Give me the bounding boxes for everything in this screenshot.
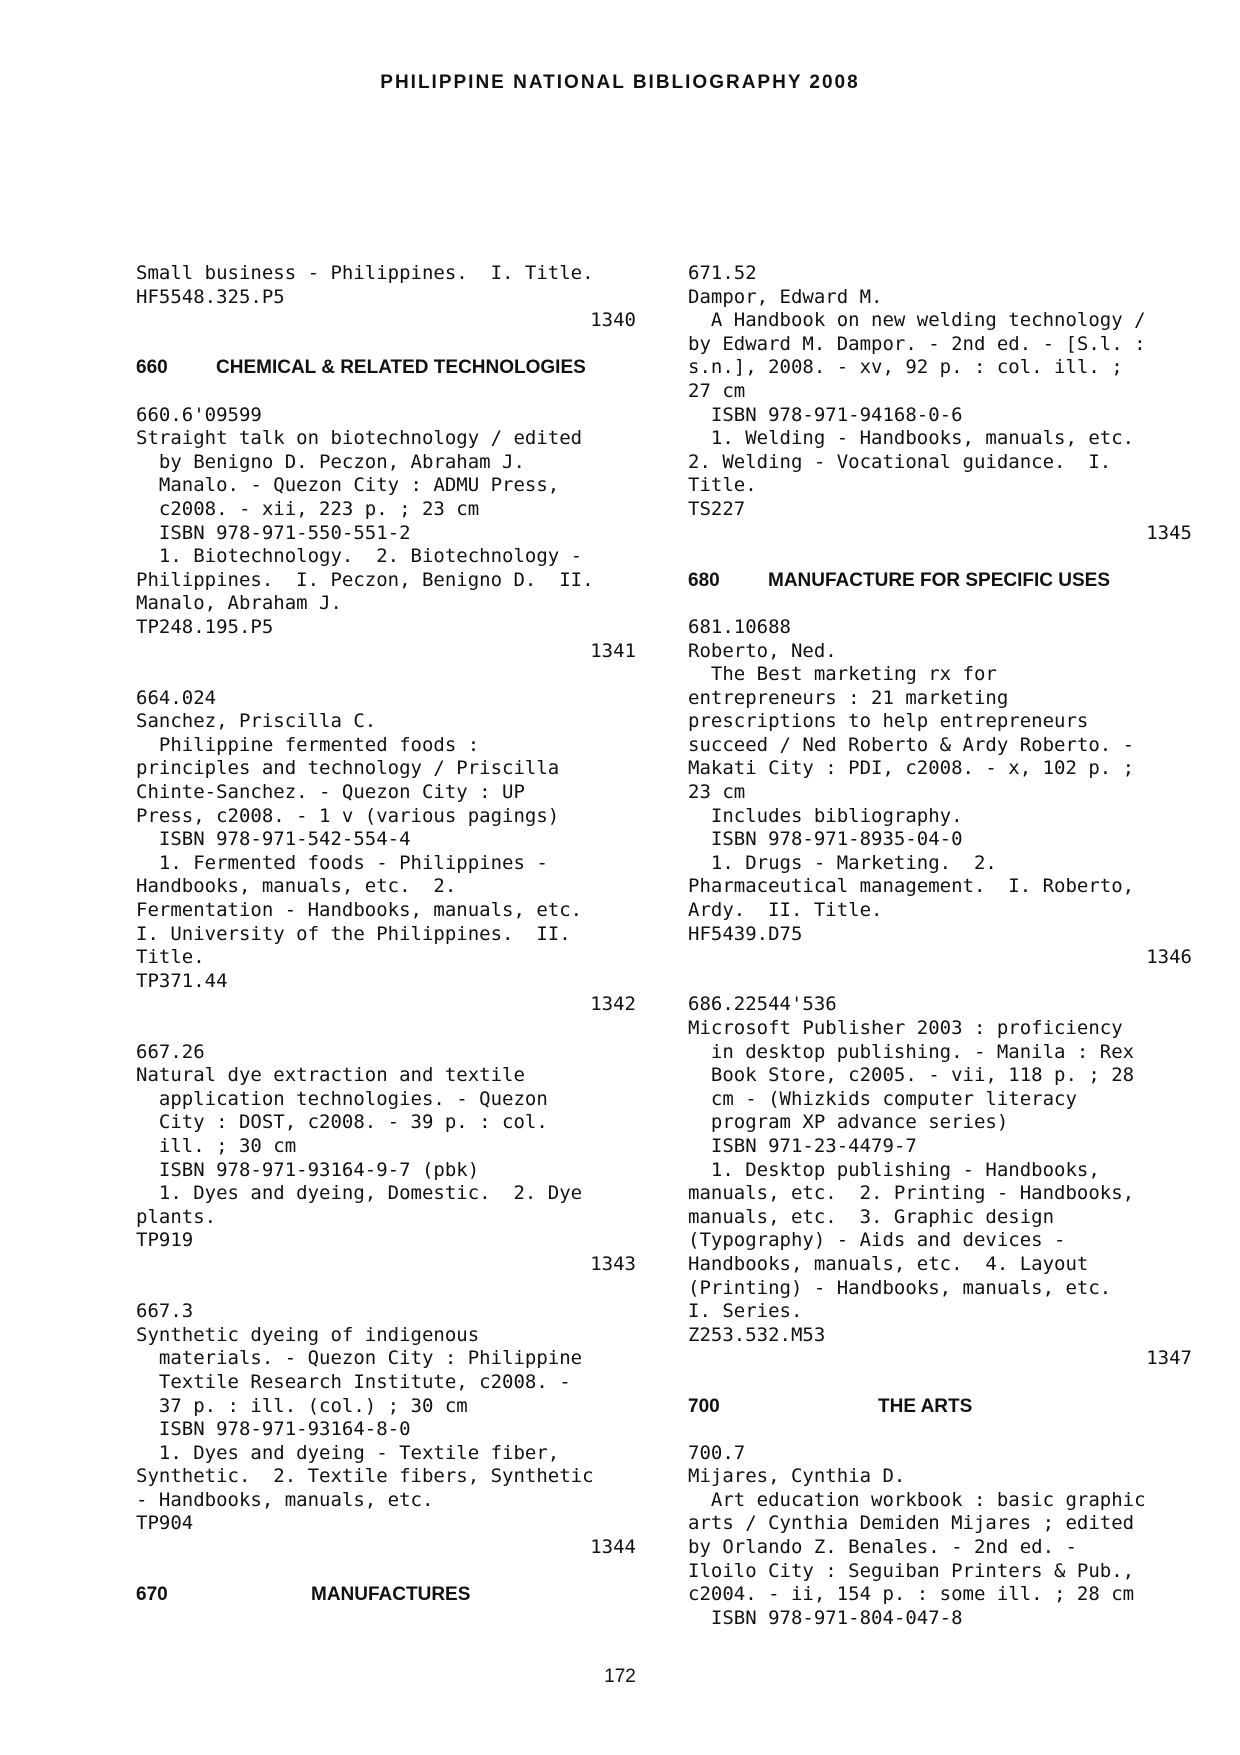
entry-line: materials. - Quezon City : Philippine (136, 1347, 583, 1370)
entry-line: Book Store, c2005. - vii, 118 p. ; 28 (688, 1064, 1135, 1087)
section-label: MANUFACTURE FOR SPECIFIC USES (768, 569, 1111, 591)
entry-line: Roberto, Ned. (688, 639, 837, 662)
section-label: THE ARTS (878, 1395, 973, 1417)
entry-line: Fermentation - Handbooks, manuals, etc. (136, 899, 583, 922)
entry-line: by Orlando Z. Benales. - 2nd ed. - (688, 1536, 1077, 1559)
entry-line: 686.22544'536 (688, 993, 837, 1016)
entry-line: ISBN 978-971-93164-8-0 (136, 1418, 411, 1441)
entry-line: Synthetic. 2. Textile fibers, Synthetic (136, 1465, 594, 1488)
blank-line (688, 970, 1192, 994)
entry-line: Chinte-Sanchez. - Quezon City : UP (136, 781, 525, 804)
entry-line: ISBN 978-971-93164-9-7 (pbk) (136, 1158, 480, 1181)
entry-line: 1. Welding - Handbooks, manuals, etc. (688, 427, 1135, 450)
entry-line: arts / Cynthia Demiden Mijares ; edited (688, 1512, 1135, 1535)
entry-line: 1. Desktop publishing - Handbooks, (688, 1158, 1100, 1181)
entry-line: principles and technology / Priscilla (136, 757, 560, 780)
right-column (688, 262, 1192, 1630)
blank-line (136, 1277, 636, 1301)
entry-line: Pharmaceutical management. I. Roberto, (688, 875, 1135, 898)
entry-number: 1343 (590, 1252, 636, 1275)
entry-line: plants. (136, 1205, 217, 1228)
section-heading (688, 1395, 1192, 1419)
entry-line: by Benigno D. Peczon, Abraham J. (136, 450, 525, 473)
entry-line: 1. Dyes and dyeing - Textile fiber, (136, 1441, 560, 1464)
entry-line: City : DOST, c2008. - 39 p. : col. (136, 1111, 548, 1134)
entry-line: TS227 (688, 497, 746, 520)
section-code: 670 (136, 1584, 168, 1606)
entry-line: 671.52 (688, 262, 757, 284)
entry-line: 2. Welding - Vocational guidance. I. (688, 450, 1112, 473)
entry-line: cm - (Whizkids computer literacy (688, 1087, 1077, 1110)
entry-line: Textile Research Institute, c2008. - (136, 1370, 571, 1393)
entry-line: Dampor, Edward M. (688, 285, 883, 308)
entry-line: A Handbook on new welding technology / (688, 309, 1146, 332)
entry-number: 1341 (590, 639, 636, 662)
entry-line: Manalo, Abraham J. (136, 592, 342, 615)
entry-line: prescriptions to help entrepreneurs (688, 710, 1089, 733)
entry-line: Handbooks, manuals, etc. 4. Layout (688, 1252, 1089, 1275)
blank-line (688, 1418, 1192, 1442)
entry-line: 1. Fermented foods - Philippines - (136, 851, 548, 874)
section-code: 680 (688, 569, 720, 591)
section-code: 660 (136, 357, 168, 379)
entry-line: I. Series. (688, 1300, 803, 1323)
entry-line: TP919 (136, 1229, 194, 1252)
entry-line: I. University of the Philippines. II. (136, 922, 571, 945)
entry-line: Ardy. II. Title. (688, 899, 883, 922)
entry-line: ill. ; 30 cm (136, 1134, 297, 1157)
section-label: MANUFACTURES (311, 1584, 471, 1606)
entry-number: 1342 (590, 993, 636, 1016)
entry-line: ISBN 978-971-542-554-4 (136, 828, 411, 851)
entry-line: ISBN 978-971-94168-0-6 (688, 403, 963, 426)
entry-line: Manalo. - Quezon City : ADMU Press, (136, 474, 560, 497)
entry-line: (Printing) - Handbooks, manuals, etc. (688, 1276, 1112, 1299)
section-heading (136, 1583, 636, 1607)
entry-line: Press, c2008. - 1 v (various pagings) (136, 804, 560, 827)
entry-line: Natural dye extraction and textile (136, 1064, 525, 1087)
entry-line: by Edward M. Dampor. - 2nd ed. - [S.l. : (688, 332, 1146, 355)
entry-line: c2004. - ii, 154 p. : some ill. ; 28 cm (688, 1583, 1135, 1606)
entry-line: Makati City : PDI, c2008. - x, 102 p. ; (688, 757, 1135, 780)
entry-line: application technologies. - Quezon (136, 1087, 548, 1110)
entry-line: 23 cm (688, 781, 746, 804)
left-column (136, 262, 636, 1607)
entry-line: 37 p. : ill. (col.) ; 30 cm (136, 1394, 468, 1417)
section-heading (688, 569, 1192, 593)
entry-line: c2008. - xii, 223 p. ; 23 cm (136, 497, 480, 520)
entry-line: 27 cm (688, 379, 746, 402)
blank-line (688, 592, 1192, 616)
entry-line: program XP advance series) (688, 1111, 1009, 1134)
entry-number: 1346 (1146, 946, 1192, 969)
entry-line: 667.26 (136, 1040, 205, 1063)
entry-line: ISBN 978-971-8935-04-0 (688, 828, 963, 851)
entry-line: (Typography) - Aids and devices - (688, 1229, 1066, 1252)
entry-line: ISBN 978-971-804-047-8 (688, 1606, 963, 1629)
entry-line: 1. Biotechnology. 2. Biotechnology - (136, 545, 583, 568)
entry-line: 1. Drugs - Marketing. 2. (688, 851, 997, 874)
entry-line: Handbooks, manuals, etc. 2. (136, 875, 457, 898)
entry-line: Art education workbook : basic graphic (688, 1488, 1146, 1511)
section-code: 700 (688, 1395, 720, 1417)
blank-line (136, 380, 636, 404)
entry-line: ISBN 971-23-4479-7 (688, 1134, 917, 1157)
entry-line: HF5439.D75 (688, 922, 803, 945)
page-header: PHILIPPINE NATIONAL BIBLIOGRAPHY 2008 (380, 72, 860, 93)
entry-line: Philippine fermented foods : (136, 733, 480, 756)
entry-line: s.n.], 2008. - xv, 92 p. : col. ill. ; (688, 356, 1123, 379)
entry-line: 660.6'09599 (136, 403, 262, 426)
entry-line: Small business - Philippines. I. Title. (136, 262, 594, 284)
entry-line: TP371.44 (136, 969, 228, 992)
entry-line: 664.024 (136, 686, 217, 709)
blank-line (136, 663, 636, 687)
entry-number: 1345 (1146, 521, 1192, 544)
entry-line: ISBN 978-971-550-551-2 (136, 521, 411, 544)
entry-line: Sanchez, Priscilla C. (136, 710, 377, 733)
entry-line: Synthetic dyeing of indigenous (136, 1323, 480, 1346)
blank-line (688, 545, 1192, 569)
entry-number: 1340 (590, 309, 636, 332)
blank-line (688, 1371, 1192, 1395)
entry-line: Iloilo City : Seguiban Printers & Pub., (688, 1559, 1135, 1582)
entry-line: TP248.195.P5 (136, 615, 274, 638)
entry-line: succeed / Ned Roberto & Ardy Roberto. - (688, 733, 1135, 756)
entry-line: The Best marketing rx for (688, 663, 997, 686)
entry-line: Philippines. I. Peczon, Benigno D. II. (136, 568, 594, 591)
entry-line: manuals, etc. 3. Graphic design (688, 1205, 1055, 1228)
entry-line: HF5548.325.P5 (136, 285, 285, 308)
entry-line: 681.10688 (688, 615, 791, 638)
page-number: 172 (604, 1666, 636, 1687)
blank-line (136, 1560, 636, 1584)
entry-line: manuals, etc. 2. Printing - Handbooks, (688, 1182, 1135, 1205)
entry-line: 1. Dyes and dyeing, Domestic. 2. Dye (136, 1182, 583, 1205)
entry-line: in desktop publishing. - Manila : Rex (688, 1040, 1135, 1063)
entry-line: - Handbooks, manuals, etc. (136, 1488, 434, 1511)
section-label: CHEMICAL & RELATED TECHNOLOGIES (216, 357, 586, 379)
entry-line: TP904 (136, 1512, 194, 1535)
entry-line: Title. (136, 946, 205, 969)
entry-line: 667.3 (136, 1300, 194, 1323)
section-heading (136, 356, 636, 380)
entry-line: 700.7 (688, 1441, 746, 1464)
blank-line (136, 333, 636, 357)
entry-line: Mijares, Cynthia D. (688, 1465, 906, 1488)
blank-line (136, 1017, 636, 1041)
entry-number: 1347 (1146, 1347, 1192, 1370)
entry-number: 1344 (590, 1536, 636, 1559)
entry-line: Title. (688, 474, 757, 497)
entry-line: Z253.532.M53 (688, 1323, 826, 1346)
entry-line: Straight talk on biotechnology / edited (136, 427, 583, 450)
entry-line: Includes bibliography. (688, 804, 963, 827)
entry-line: entrepreneurs : 21 marketing (688, 686, 1009, 709)
entry-line: Microsoft Publisher 2003 : proficiency (688, 1017, 1123, 1039)
